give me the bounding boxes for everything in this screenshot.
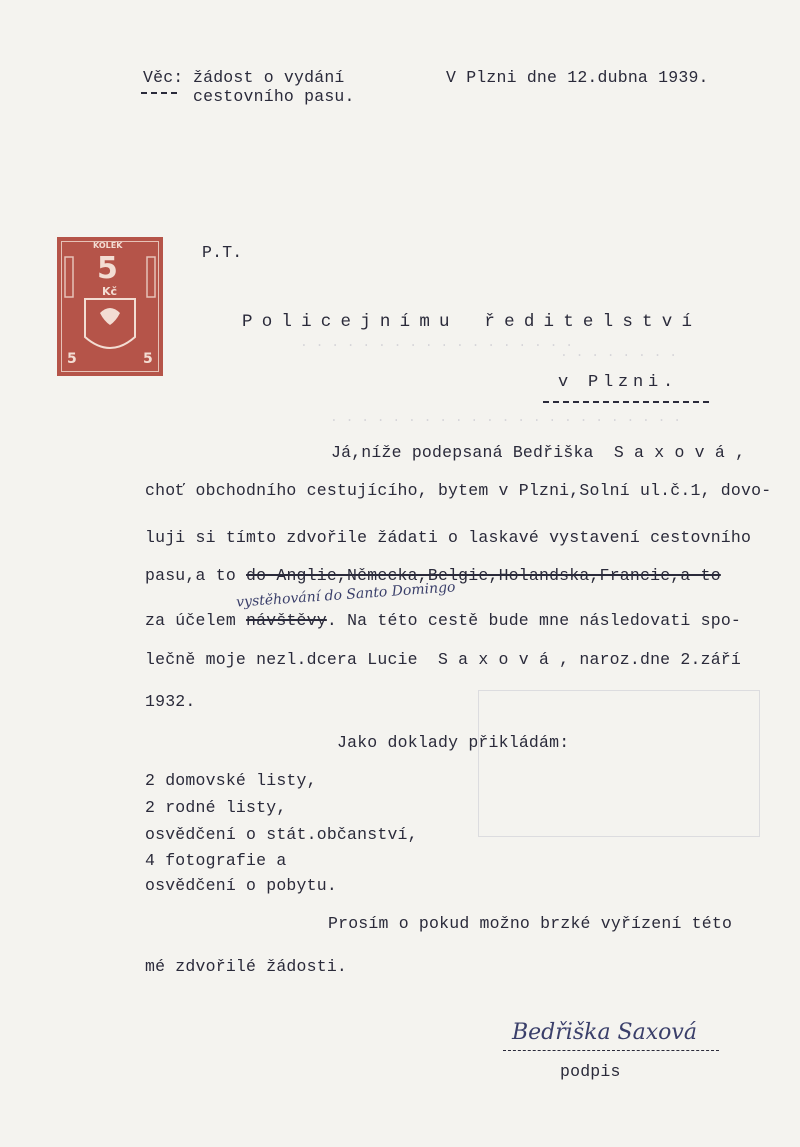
office-name: Policejnímu ředitelství [242,312,702,332]
subject-line-1: žádost o vydání [193,68,345,87]
body-line-1: Já,níže podepsaná Bedřiška S a x o v á , [331,443,746,462]
body-line-2: choť obchodního cestujícího, bytem v Plzni,Solní ul.č.1, dovo- [145,481,772,500]
bleed-through-text: . . . . . . . . . . . . . . . . . . [300,335,574,350]
bleed-through-text: . . . . . . . . [560,345,678,360]
body-line-5 [145,611,741,631]
document-item: osvědčení o stát.občanství, [145,825,418,844]
body-line-3: luji si tímto zdvořile žádati o laskavé vystavení cestovního [145,528,752,547]
handwritten-signature: Bedřiška Saxová [512,1020,697,1045]
stamp-corner-left: 5 [67,351,77,367]
closing-line-1: Prosím o pokud možno brzké vyřízení této [328,914,733,933]
line-5-end: . Na této cestě bude mne následovati spo- [326,611,742,630]
document-item: 2 rodné listy, [145,798,287,817]
line-4-start: pasu,a to [145,566,247,585]
subject-underline [141,92,177,94]
struck-purpose: návštěvy [246,611,327,630]
stamp-corner-right: 5 [143,351,153,367]
signature-label: podpis [560,1062,621,1081]
body-line-7: 1932. [145,692,196,711]
signature-line [503,1050,719,1051]
struck-country-list: do Anglie,Německa,Belgie,Holandska,Francie,a to [246,566,721,585]
city-underline [543,401,709,403]
handwritten-insert: vystěhování do Santo Domingo [235,579,456,611]
subject-label: Věc: [143,68,184,87]
stamp-currency: Kč [102,285,118,298]
documents-intro: Jako doklady přikládám: [337,733,570,752]
document-item: 4 fotografie a [145,851,287,870]
line-5-start: za účelem [145,611,247,630]
salutation: P.T. [202,243,243,262]
stamp-top-text: KOLEK [93,241,123,250]
subject-line-2: cestovního pasu. [193,87,355,106]
place-date: V Plzni dne 12.dubna 1939. [446,68,709,87]
closing-line-2: mé zdvořilé žádosti. [145,957,348,976]
document-item: 2 domovské listy, [145,771,317,790]
faint-stamp-box [478,690,760,837]
stamp-value: 5 [97,251,118,286]
document-item: osvědčení o pobytu. [145,876,337,895]
bleed-through-text: . . . . . . . . . . . . . . . . . . . . . . . [330,410,682,425]
body-line-6: lečně moje nezl.dcera Lucie S a x o v á , naroz.dne 2.září [145,650,741,669]
revenue-stamp [57,237,163,376]
office-city: v Plzni. [558,373,679,392]
